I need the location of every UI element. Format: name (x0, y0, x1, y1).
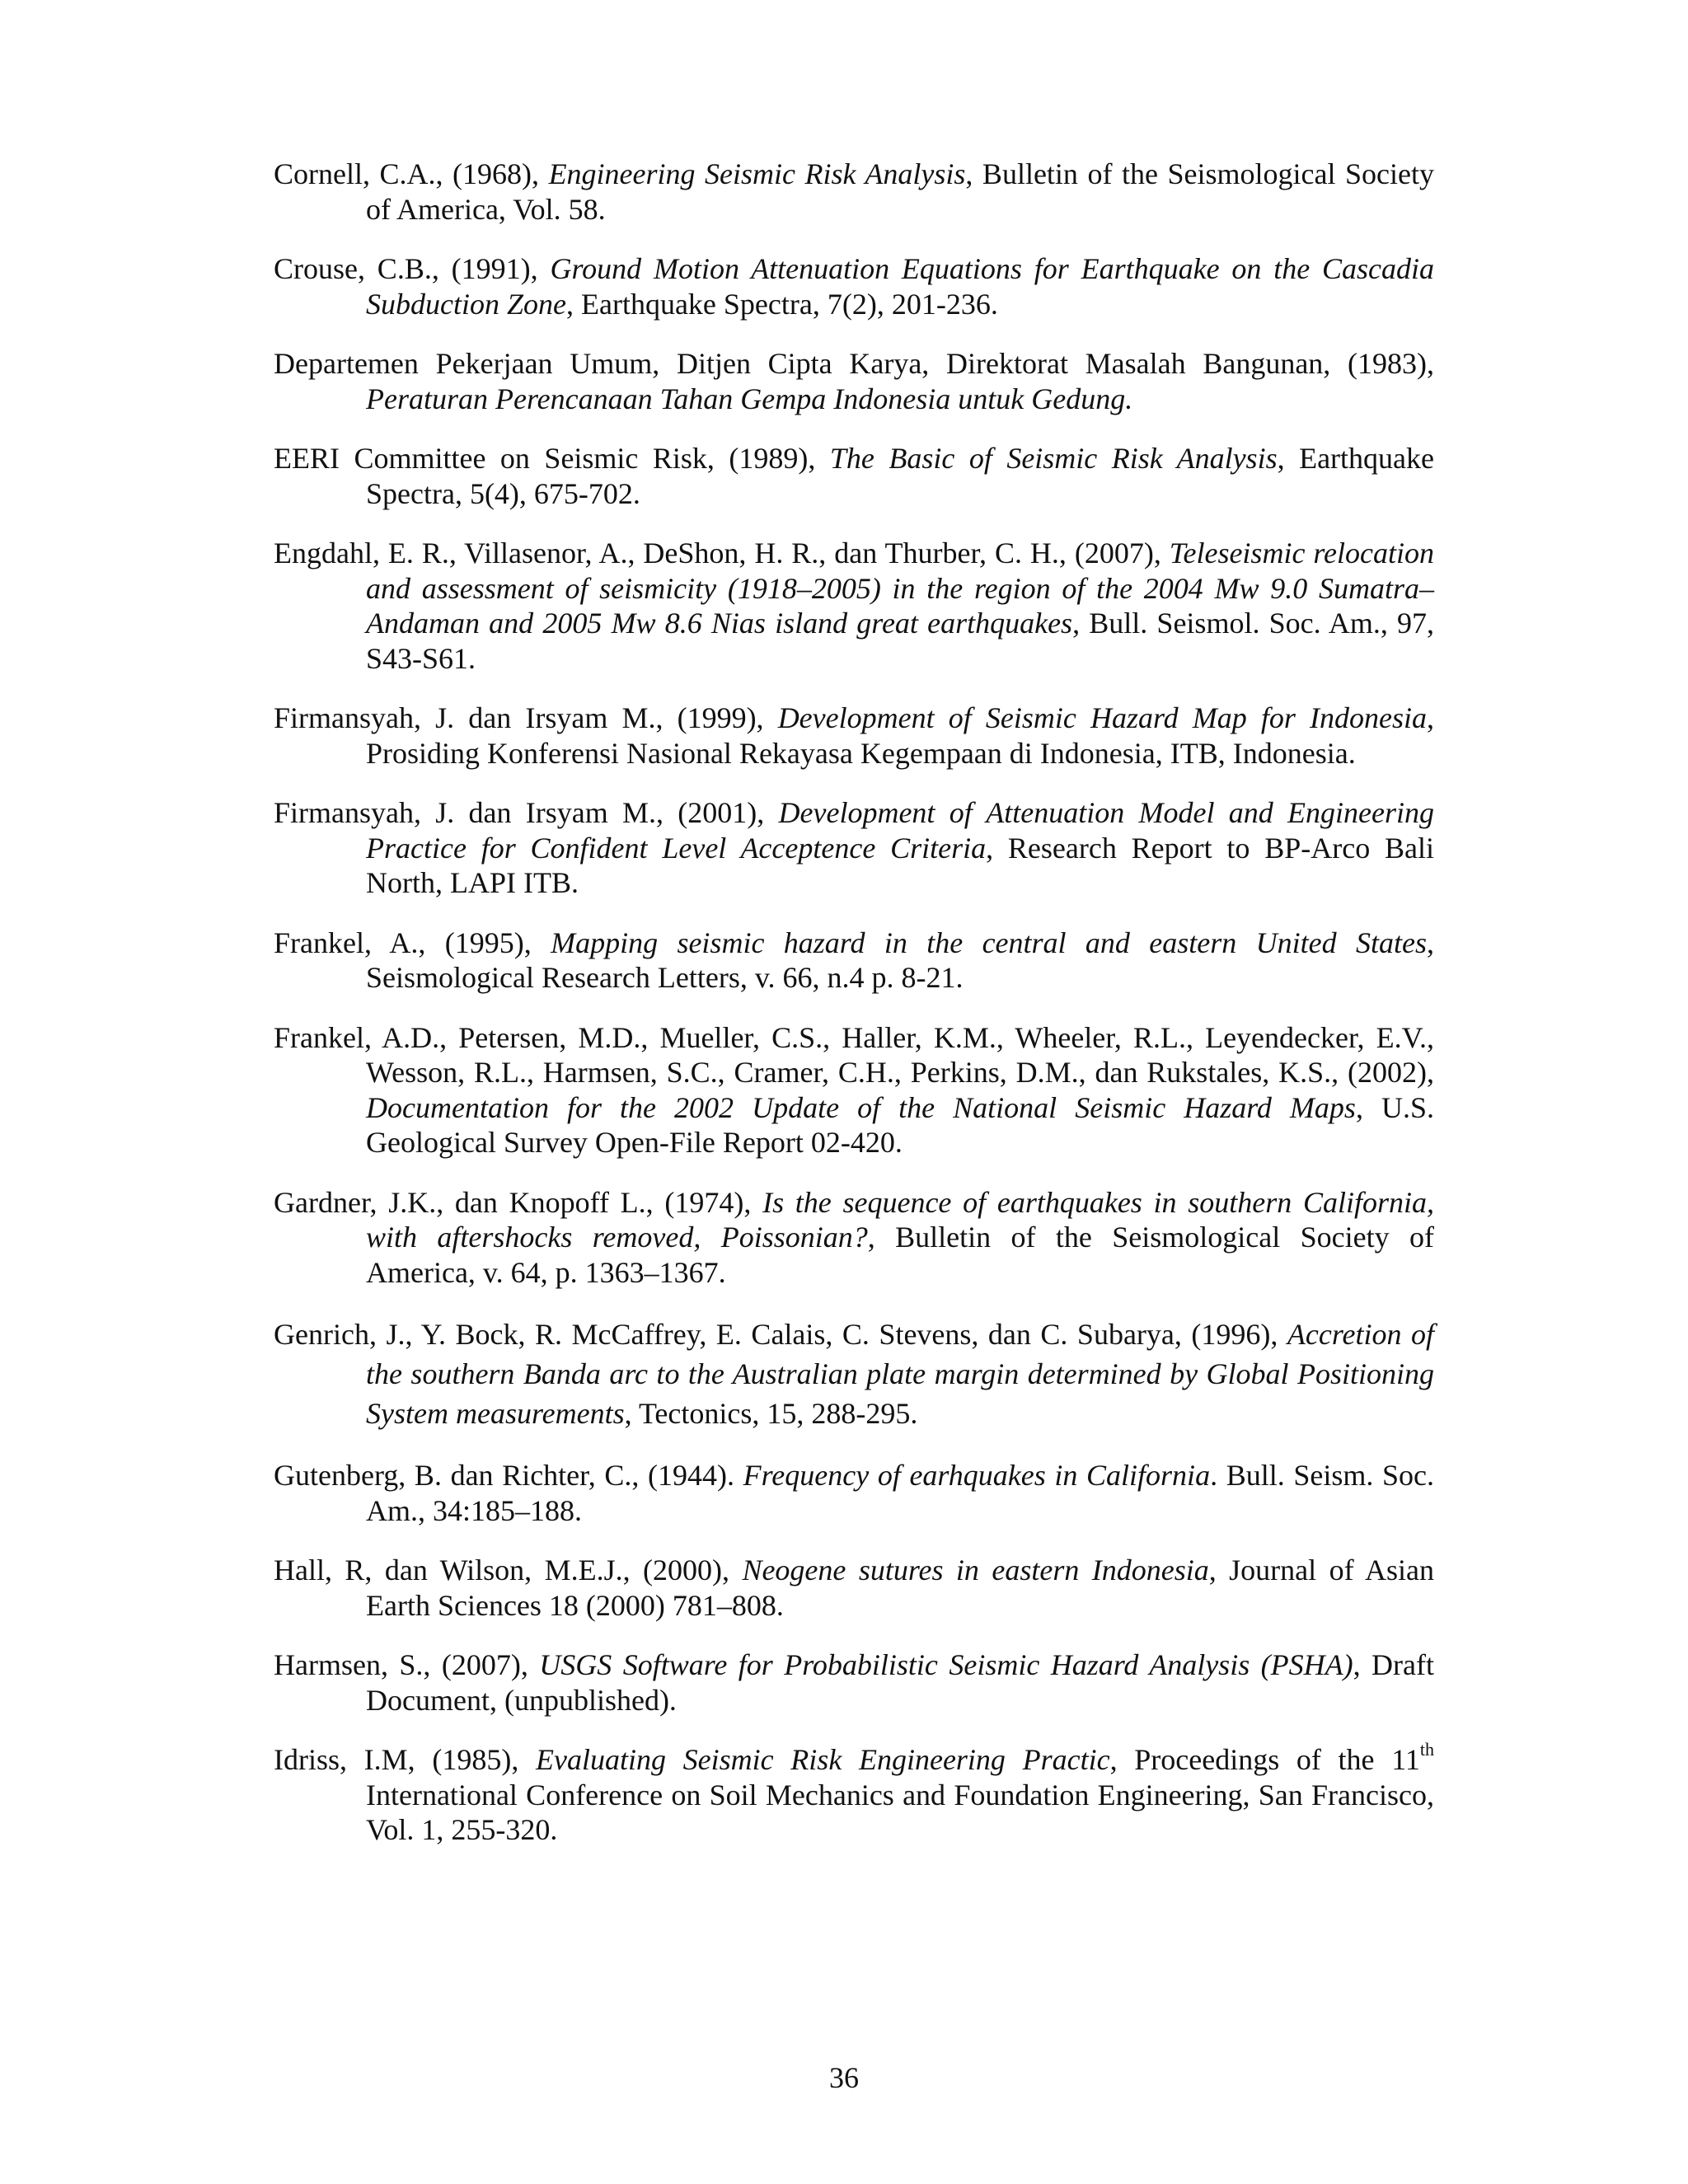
reference-text: Frankel, A., (1995), (274, 926, 551, 959)
reference-title: Evaluating Seismic Risk Engineering Practic (536, 1743, 1110, 1776)
reference-entry (274, 1020, 1434, 1160)
reference-title: Development of Attenuation Model and Engineering Practice for Confident Level Acceptence Criteria (366, 796, 1435, 865)
reference-text: , Research Report to BP-Arco Bali North, LAPI ITB. (366, 831, 1434, 899)
reference-entry (274, 1553, 1434, 1623)
reference-text: Frankel, A.D., Petersen, M.D., Mueller, C.S., Haller, K.M., Wheeler, R.L., Leyendecker, E.V., Wesson, R.L., Harmsen, S.C., Cramer, C.H., Perkins, D.M., dan Rukstales, K.S., (2002), (274, 1020, 1434, 1089)
reference-title: Development of Seismic Hazard Map for Indonesia (777, 701, 1427, 734)
reference-text: International Conference on Soil Mechanics and Foundation Engineering, San Francisco, Vol. 1, 255-320. (366, 1778, 1434, 1846)
reference-entry (274, 1315, 1434, 1433)
reference-text: , Bulletin of the Seismological Society of America, Vol. 58. (366, 157, 1434, 226)
reference-text: , Prosiding Konferensi Nasional Rekayasa Kegempaan di Indonesia, ITB, Indonesia. (366, 701, 1434, 770)
reference-entry (274, 536, 1434, 676)
reference-title: Engineering Seismic Risk Analysis (548, 157, 966, 190)
reference-list (274, 157, 1434, 1872)
reference-text: , Bull. Seismol. Soc. Am., 97, S43-S61. (366, 607, 1434, 675)
reference-text: Cornell, C.A., (1968), (274, 157, 549, 190)
reference-entry (274, 701, 1434, 771)
reference-title: Ground Motion Attenuation Equations for Earthquake on the Cascadia Subduction Zone (366, 252, 1434, 321)
reference-text: Departemen Pekerjaan Umum, Ditjen Cipta Karya, Direktorat Masalah Bangunan, (1983), (274, 347, 1434, 380)
reference-text: Firmansyah, J. dan Irsyam M., (1999), (274, 701, 778, 734)
reference-title: Teleseismic relocation and assessment of seismicity (1918–2005) in the region of the 2004 Mw 9.0 Sumatra–Andaman and 2005 Mw 8.6 Nias island great earthquakes (366, 537, 1434, 640)
reference-text: Hall, R, dan Wilson, M.E.J., (2000), (274, 1554, 743, 1586)
reference-title: Accretion of the southern Banda arc to the Australian plate margin determined by Global Positioning System measurements (366, 1318, 1435, 1430)
reference-entry (274, 1647, 1434, 1718)
reference-title: USGS Software for Probabilistic Seismic Hazard Analysis (PSHA) (539, 1648, 1353, 1681)
reference-text: , Draft Document, (unpublished). (366, 1648, 1434, 1717)
reference-text: Genrich, J., Y. Bock, R. McCaffrey, E. Calais, C. Stevens, dan C. Subarya, (1996), (274, 1318, 1287, 1351)
reference-text: EERI Committee on Seismic Risk, (1989), (274, 442, 830, 475)
reference-text: , U.S. Geological Survey Open-File Report 02-420. (366, 1090, 1434, 1159)
superscript-text: th (1419, 1739, 1434, 1760)
reference-entry (274, 926, 1434, 996)
reference-entry (274, 795, 1434, 901)
reference-entry (274, 1739, 1434, 1848)
reference-text: , Proceedings of the 11 (1109, 1743, 1420, 1776)
reference-text: , Tectonics, 15, 288-295. (624, 1397, 918, 1430)
reference-text: , Bulletin of the Seismological Society of America, v. 64, p. 1363–1367. (366, 1221, 1434, 1289)
reference-text: Firmansyah, J. dan Irsyam M., (2001), (274, 796, 779, 829)
reference-entry (274, 251, 1434, 321)
reference-entry (274, 157, 1434, 227)
reference-entry (274, 346, 1434, 416)
reference-title: Mapping seismic hazard in the central and eastern United States (551, 926, 1427, 959)
reference-text: , Earthquake Spectra, 5(4), 675-702. (366, 442, 1434, 510)
reference-text: Crouse, C.B., (1991), (274, 252, 551, 285)
reference-entry (274, 1185, 1434, 1291)
reference-text: , Seismological Research Letters, v. 66, n.4 p. 8-21. (366, 926, 1434, 994)
reference-entry (274, 441, 1434, 511)
reference-text: Gardner, J.K., dan Knopoff L., (1974), (274, 1185, 763, 1219)
reference-title: Documentation for the 2002 Update of the National Seismic Hazard Maps (366, 1090, 1356, 1124)
reference-entry (274, 1458, 1434, 1528)
reference-text: Gutenberg, B. dan Richter, C., (1944). (274, 1459, 743, 1492)
reference-text: Harmsen, S., (2007), (274, 1648, 540, 1681)
reference-text: . Bull. Seism. Soc. Am., 34:185–188. (366, 1459, 1435, 1527)
reference-title: Peraturan Perencanaan Tahan Gempa Indonesia untuk Gedung. (366, 382, 1133, 415)
reference-title: Frequency of earhquakes in California (743, 1459, 1211, 1492)
reference-text: Engdahl, E. R., Villasenor, A., DeShon, H. R., dan Thurber, C. H., (2007), (274, 537, 1170, 569)
page-number: 36 (829, 2061, 859, 2094)
reference-title: Is the sequence of earthquakes in southern California, with aftershocks removed, Poissonian? (366, 1185, 1434, 1254)
reference-title: Neogene sutures in eastern Indonesia (742, 1554, 1209, 1586)
reference-text: , Earthquake Spectra, 7(2), 201-236. (565, 287, 998, 321)
reference-text: , Journal of Asian Earth Sciences 18 (2000) 781–808. (366, 1554, 1434, 1622)
reference-text: Idriss, I.M, (1985), (274, 1743, 537, 1776)
reference-title: The Basic of Seismic Risk Analysis (829, 442, 1278, 475)
